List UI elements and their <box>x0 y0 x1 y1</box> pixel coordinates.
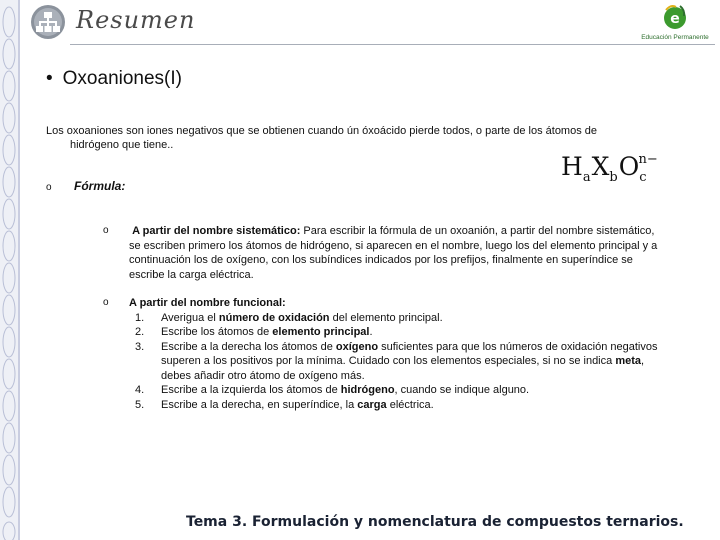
footer-title: Tema 3. Formulación y nomenclatura de compuestos ternarios. <box>186 514 684 530</box>
formula-row <box>46 179 125 193</box>
steps-list <box>129 311 663 413</box>
step-bold: elemento principal <box>272 326 370 338</box>
formula-o: O <box>618 152 640 181</box>
brand-logo <box>634 4 716 44</box>
step-number: 2. <box>135 326 145 338</box>
item-bullet: o <box>103 297 109 308</box>
step-text: , debes añadir otro átomo de oxígeno más. <box>161 355 645 382</box>
list-item <box>129 340 663 384</box>
formula-h-sub: a <box>582 170 591 185</box>
step-text: del elemento principal. <box>329 311 443 324</box>
method-functional-lead: A partir del nombre funcional: <box>129 297 286 309</box>
header-divider <box>70 44 715 45</box>
step-text: Escribe los átomos de <box>161 326 273 338</box>
left-border <box>0 0 18 540</box>
step-text: Escribe a la derecha, en superíndice, la <box>161 398 358 411</box>
step-number: 5. <box>135 398 145 411</box>
formula-x: X <box>591 152 610 181</box>
method-systematic-desc: Para escribir la fórmula de un oxoanión, a partir del nombre sistemático, se escriben primero los átomos de hidrógeno, si aparecen en el nombre, luego los del elemento principal y a continuación los de oxígeno, con los subíndices indicados por los prefijos, finalmente en superíndice se escribe la carga eléctrica. <box>129 225 658 281</box>
heading-bullet: • <box>46 68 53 89</box>
formula-x-sub: b <box>609 170 618 185</box>
method-systematic <box>103 224 663 282</box>
step-bold: hidrógeno <box>340 384 395 396</box>
step-text: Averigua el <box>161 311 219 324</box>
list-item <box>129 383 663 398</box>
slide-heading <box>46 68 182 90</box>
formula-charge: n− <box>638 152 658 167</box>
intro-line-1: Los oxoaniones son iones negativos que se obtienen cuando ún óxoácido pierde todos, o parte de los átomos de <box>46 125 598 137</box>
step-bold: meta <box>615 355 641 367</box>
step-text: Escribe a la derecha los átomos de <box>161 340 336 353</box>
list-item <box>129 325 663 340</box>
method-functional-body <box>129 296 663 412</box>
step-bold: número de oxidación <box>218 311 330 324</box>
step-text: . <box>369 326 373 338</box>
step-number: 4. <box>135 384 145 396</box>
step-text: eléctrica. <box>386 398 434 411</box>
left-border-line <box>18 0 20 540</box>
method-systematic-text <box>129 224 663 282</box>
item-bullet: o <box>103 225 109 236</box>
general-formula <box>561 152 658 185</box>
formula-h: H <box>561 152 583 181</box>
step-number: 1. <box>135 311 145 324</box>
intro-paragraph <box>46 124 666 152</box>
heading-text: Oxoaniones(I) <box>62 68 182 89</box>
step-text: , cuando se indique alguno. <box>394 384 530 396</box>
intro-line-2: hidrógeno que tiene.. <box>70 139 174 151</box>
list-item <box>129 311 663 326</box>
step-number: 3. <box>135 340 145 353</box>
header-title: Resumen <box>76 6 196 34</box>
sitemap-icon <box>30 4 66 40</box>
formula-o-sub: c <box>639 170 647 185</box>
method-systematic-lead: A partir del nombre sistemático: <box>132 225 301 237</box>
step-bold: carga <box>357 398 387 411</box>
svg-text:e: e <box>670 11 680 27</box>
step-bold: oxígeno <box>335 340 379 353</box>
step-text: suficientes para que los números de oxidación negativos superen a los positivos por la mínima. Cuidado con los elementos especiales, si no se indica <box>161 340 658 367</box>
brand-text: Educación Permanente <box>641 34 709 41</box>
formula-label: Fórmula: <box>74 179 126 193</box>
leaf-e-icon <box>662 4 688 32</box>
method-functional <box>103 296 663 412</box>
list-item <box>129 398 663 413</box>
formula-bullet: o <box>46 182 52 193</box>
step-text: Escribe a la izquierda los átomos de <box>161 384 341 396</box>
left-border-pattern <box>1 4 17 540</box>
